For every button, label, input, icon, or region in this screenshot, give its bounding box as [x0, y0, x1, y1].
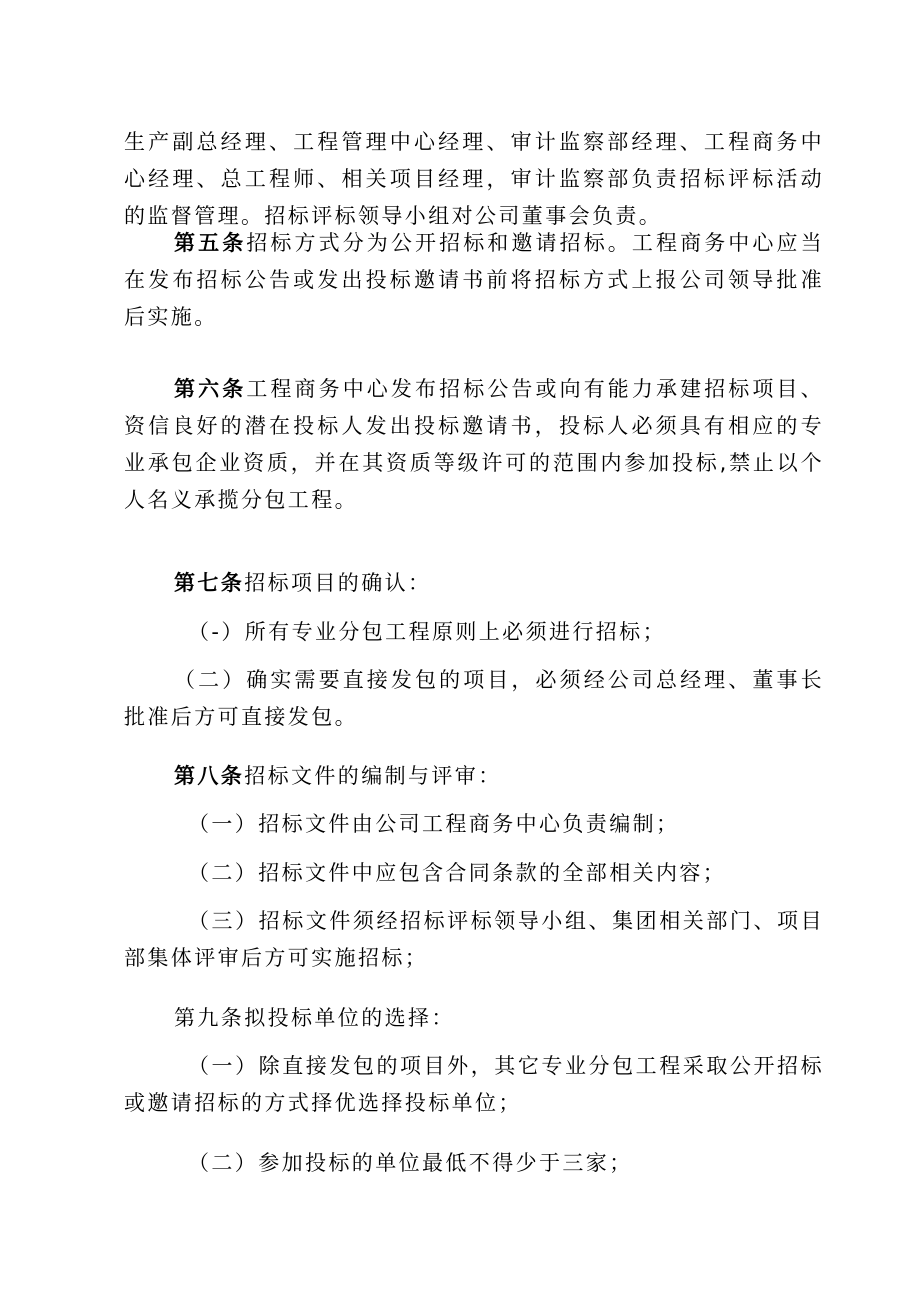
- paragraph-text: 招标项目的确认：: [244, 571, 432, 595]
- paragraph-text: 招标方式分为公开招标和邀请招标。工程商务中心应当在发布招标公告或发出投标邀请书前将招标方式上报公司领导批准后实施。: [124, 231, 824, 329]
- paragraph-text: （二）参加投标的单位最低不得少于三家；: [188, 1151, 633, 1175]
- article-6: [124, 371, 824, 519]
- paragraph-leadership-members: [124, 124, 824, 235]
- article-5: [124, 225, 824, 336]
- article-label: 第六条: [174, 377, 247, 401]
- paragraph-text: 第九条拟投标单位的选择：: [174, 1006, 455, 1030]
- article-8: [124, 758, 824, 795]
- paragraph-text: （二）招标文件中应包含合同条款的全部相关内容；: [188, 861, 727, 885]
- article-label: 第七条: [174, 571, 245, 595]
- paragraph-text: 生产副总经理、工程管理中心经理、审计监察部经理、工程商务中心经理、总工程师、相关项目经理，审计监察部负责招标评标活动的监督管理。招标评标领导小组对公司董事会负责。: [124, 130, 824, 228]
- article-8-item-1: [124, 806, 824, 843]
- article-8-item-3: [124, 903, 824, 977]
- article-9: [124, 1000, 824, 1037]
- article-label: 第五条: [174, 231, 247, 255]
- paragraph-text: （三）招标文件须经招标评标领导小组、集团相关部门、项目部集体评审后方可实施招标；: [124, 909, 824, 970]
- article-9-item-2: [124, 1145, 824, 1182]
- paragraph-text: 工程商务中心发布招标公告或向有能力承建招标项目、资信良好的潜在投标人发出投标邀请书，投标人必须具有相应的专业承包企业资质，并在其资质等级许可的范围内参加投标,禁止以个人名义承揽分包工程。: [124, 377, 824, 512]
- article-label: 第八条: [174, 764, 245, 788]
- article-7-item-2: [124, 662, 824, 736]
- paragraph-text: （一）招标文件由公司工程商务中心负责编制；: [188, 812, 680, 836]
- article-8-item-2: [124, 855, 824, 892]
- article-9-item-1: [124, 1048, 824, 1122]
- paragraph-text: （一）除直接发包的项目外，其它专业分包工程采取公开招标或邀请招标的方式择优选择投标单位；: [124, 1054, 824, 1115]
- paragraph-text: 招标文件的编制与评审：: [244, 764, 502, 788]
- article-7: [124, 565, 824, 602]
- paragraph-text: （-）所有专业分包工程原则上必须进行招标；: [188, 620, 666, 644]
- paragraph-text: （二）确实需要直接发包的项目，必须经公司总经理、董事长批准后方可直接发包。: [124, 668, 824, 729]
- article-7-item-1: [124, 614, 824, 651]
